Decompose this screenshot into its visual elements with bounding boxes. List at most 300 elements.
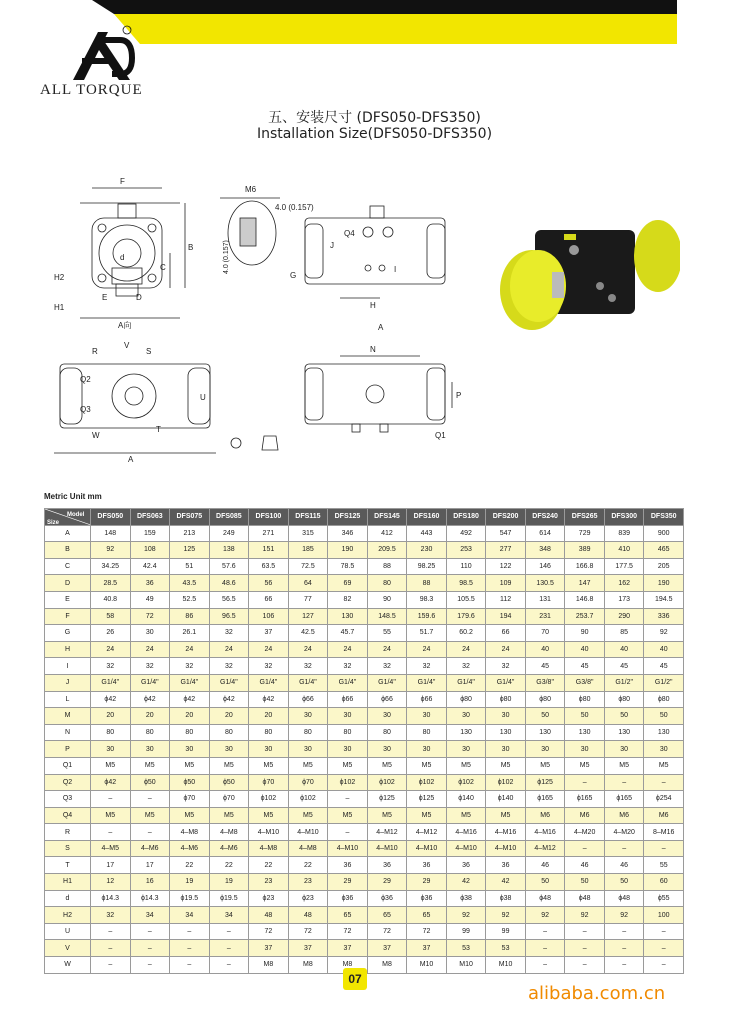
table-cell: 36 — [367, 857, 407, 874]
table-cell: – — [328, 791, 368, 808]
table-cell: 50 — [525, 874, 565, 891]
side-view — [80, 188, 185, 318]
table-cell: ϕ66 — [288, 691, 328, 708]
table-cell: 53 — [486, 940, 526, 957]
table-cell: 185 — [288, 542, 328, 559]
table-cell: 80 — [367, 575, 407, 592]
table-cell: 99 — [446, 923, 486, 940]
table-cell: 32 — [407, 658, 447, 675]
table-cell: – — [565, 940, 605, 957]
table-row — [45, 674, 684, 691]
table-cell: – — [604, 957, 644, 974]
label-w: W — [92, 431, 100, 440]
table-row — [45, 874, 684, 891]
table-cell: 4–M12 — [407, 824, 447, 841]
table-cell: 231 — [525, 608, 565, 625]
table-cell: 55 — [644, 857, 684, 874]
table-cell: ϕ66 — [367, 691, 407, 708]
table-cell: 96.5 — [209, 608, 249, 625]
table-cell: 20 — [249, 708, 289, 725]
table-cell: 4–M5 — [91, 840, 131, 857]
table-cell: 37 — [249, 940, 289, 957]
table-cell: 36 — [130, 575, 170, 592]
label-p: P — [456, 391, 462, 400]
table-cell: 30 — [130, 625, 170, 642]
table-cell: M10 — [486, 957, 526, 974]
header-model-dfs100: DFS100 — [249, 509, 289, 526]
table-cell: 30 — [525, 741, 565, 758]
label-q4: Q4 — [344, 229, 355, 238]
table-cell: 90 — [367, 591, 407, 608]
table-cell: M5 — [446, 757, 486, 774]
row-label: A — [45, 525, 91, 542]
table-cell: 30 — [328, 741, 368, 758]
header-model-dfs085: DFS085 — [209, 509, 249, 526]
label-u: U — [200, 393, 206, 402]
table-cell: – — [130, 957, 170, 974]
table-cell: ϕ165 — [525, 791, 565, 808]
technical-drawings — [40, 168, 680, 463]
table-cell: 106 — [249, 608, 289, 625]
table-cell: M5 — [91, 807, 131, 824]
header-model-dfs160: DFS160 — [407, 509, 447, 526]
table-cell: 839 — [604, 525, 644, 542]
table-cell: 30 — [644, 741, 684, 758]
table-cell: 130 — [604, 724, 644, 741]
table-cell: – — [170, 940, 210, 957]
table-cell: 148 — [91, 525, 131, 542]
header-model-dfs125: DFS125 — [328, 509, 368, 526]
table-cell: 20 — [209, 708, 249, 725]
table-cell: 130.5 — [525, 575, 565, 592]
table-cell: – — [604, 774, 644, 791]
table-cell: 98.3 — [407, 591, 447, 608]
table-cell: 131 — [525, 591, 565, 608]
table-cell: 72 — [367, 923, 407, 940]
table-cell: G1/4" — [130, 674, 170, 691]
row-label: I — [45, 658, 91, 675]
table-cell: M5 — [644, 757, 684, 774]
table-cell: 30 — [367, 708, 407, 725]
table-cell: 20 — [91, 708, 131, 725]
table-cell: – — [328, 824, 368, 841]
table-cell: 88 — [367, 558, 407, 575]
table-cell: 130 — [644, 724, 684, 741]
table-cell: 4–M6 — [170, 840, 210, 857]
table-cell: 50 — [604, 708, 644, 725]
unit-label: Metric Unit mm — [44, 492, 102, 501]
table-cell: ϕ165 — [565, 791, 605, 808]
table-cell: ϕ48 — [565, 890, 605, 907]
table-cell: 51.7 — [407, 625, 447, 642]
table-cell: 29 — [407, 874, 447, 891]
table-cell: 32 — [328, 658, 368, 675]
table-cell: 190 — [644, 575, 684, 592]
label-r: R — [92, 347, 98, 356]
table-cell: M5 — [249, 807, 289, 824]
table-cell: ϕ80 — [565, 691, 605, 708]
table-cell: 65 — [328, 907, 368, 924]
table-cell: M5 — [170, 807, 210, 824]
table-cell: 547 — [486, 525, 526, 542]
header-model-dfs180: DFS180 — [446, 509, 486, 526]
label-t: T — [156, 425, 161, 434]
table-cell: – — [91, 923, 131, 940]
table-row — [45, 857, 684, 874]
table-cell: – — [604, 923, 644, 940]
table-cell: 46 — [565, 857, 605, 874]
table-cell: M5 — [407, 757, 447, 774]
table-cell: 52.5 — [170, 591, 210, 608]
table-cell: M5 — [565, 757, 605, 774]
watermark: alibaba.com.cn — [528, 983, 666, 1004]
table-row — [45, 542, 684, 559]
table-cell: – — [525, 957, 565, 974]
table-cell: 277 — [486, 542, 526, 559]
table-cell: 100 — [644, 907, 684, 924]
table-cell: 80 — [367, 724, 407, 741]
table-cell: 130 — [486, 724, 526, 741]
table-cell: 315 — [288, 525, 328, 542]
table-cell: 900 — [644, 525, 684, 542]
table-cell: 32 — [91, 658, 131, 675]
table-cell: – — [130, 940, 170, 957]
table-row — [45, 907, 684, 924]
header-model-dfs075: DFS075 — [170, 509, 210, 526]
table-cell: ϕ50 — [170, 774, 210, 791]
table-cell: M6 — [644, 807, 684, 824]
table-cell: M8 — [249, 957, 289, 974]
table-cell: M6 — [525, 807, 565, 824]
table-cell: 92 — [644, 625, 684, 642]
table-row — [45, 824, 684, 841]
table-cell: 36 — [328, 857, 368, 874]
table-cell: 36 — [486, 857, 526, 874]
table-cell: – — [209, 940, 249, 957]
table-cell: 4–M10 — [367, 840, 407, 857]
actuator-image — [500, 220, 680, 330]
header-corner — [45, 509, 91, 526]
label-j: J — [330, 241, 334, 250]
table-cell: ϕ102 — [486, 774, 526, 791]
front-view — [305, 206, 445, 298]
table-cell: M5 — [328, 807, 368, 824]
label-d-small: d — [120, 253, 125, 262]
table-cell: 492 — [446, 525, 486, 542]
table-cell: M5 — [130, 757, 170, 774]
table-cell: 80 — [249, 724, 289, 741]
table-cell: ϕ102 — [249, 791, 289, 808]
table-cell: M5 — [486, 807, 526, 824]
table-cell: M5 — [209, 807, 249, 824]
title-chinese: 五、安装尺寸 (DFS050-DFS350) — [268, 110, 481, 126]
header-model-dfs265: DFS265 — [565, 509, 605, 526]
table-cell: 53 — [446, 940, 486, 957]
table-row — [45, 923, 684, 940]
table-cell: M5 — [288, 757, 328, 774]
table-cell: 92 — [525, 907, 565, 924]
table-cell: 30 — [486, 741, 526, 758]
table-cell: 147 — [565, 575, 605, 592]
table-cell: ϕ42 — [91, 774, 131, 791]
table-cell: G3/8" — [565, 674, 605, 691]
table-cell: 55 — [367, 625, 407, 642]
table-cell: ϕ125 — [525, 774, 565, 791]
table-cell: M5 — [249, 757, 289, 774]
table-cell: 30 — [446, 708, 486, 725]
row-label: F — [45, 608, 91, 625]
table-row — [45, 807, 684, 824]
table-cell: ϕ36 — [407, 890, 447, 907]
table-cell: ϕ80 — [525, 691, 565, 708]
table-cell: M6 — [565, 807, 605, 824]
table-cell: 290 — [604, 608, 644, 625]
table-cell: ϕ36 — [367, 890, 407, 907]
row-label: H2 — [45, 907, 91, 924]
table-cell: M5 — [446, 807, 486, 824]
row-label: M — [45, 708, 91, 725]
row-label: E — [45, 591, 91, 608]
table-cell: ϕ66 — [407, 691, 447, 708]
table-cell: G1/4" — [249, 674, 289, 691]
table-cell: M5 — [209, 757, 249, 774]
table-cell: 4–M8 — [249, 840, 289, 857]
table-cell: 166.8 — [565, 558, 605, 575]
table-cell: – — [565, 840, 605, 857]
label-n: N — [370, 345, 376, 354]
table-cell: 29 — [367, 874, 407, 891]
table-cell: 23 — [288, 874, 328, 891]
table-cell: 72 — [288, 923, 328, 940]
table-cell: 30 — [407, 708, 447, 725]
table-cell: 42 — [446, 874, 486, 891]
table-cell: – — [644, 774, 684, 791]
table-row — [45, 757, 684, 774]
table-cell: 4–M10 — [328, 840, 368, 857]
row-label: C — [45, 558, 91, 575]
table-cell: ϕ42 — [249, 691, 289, 708]
table-cell: 410 — [604, 542, 644, 559]
table-cell: 72 — [130, 608, 170, 625]
table-cell: 34.25 — [91, 558, 131, 575]
table-cell: 30 — [446, 741, 486, 758]
table-cell: – — [170, 957, 210, 974]
table-cell: – — [525, 940, 565, 957]
table-cell: G1/4" — [446, 674, 486, 691]
table-cell: 30 — [170, 741, 210, 758]
table-cell: 19 — [209, 874, 249, 891]
table-cell: 24 — [407, 641, 447, 658]
table-cell: 80 — [288, 724, 328, 741]
table-cell: 29 — [328, 874, 368, 891]
table-cell: 112 — [486, 591, 526, 608]
header-stripe — [92, 0, 677, 44]
table-cell: 37 — [367, 940, 407, 957]
table-cell: – — [91, 824, 131, 841]
table-cell: 72.5 — [288, 558, 328, 575]
table-cell: ϕ66 — [328, 691, 368, 708]
table-cell: – — [130, 923, 170, 940]
header-size: Size — [47, 520, 60, 525]
table-cell: 190 — [328, 542, 368, 559]
table-cell: M6 — [604, 807, 644, 824]
table-cell: 130 — [565, 724, 605, 741]
row-label: Q2 — [45, 774, 91, 791]
table-cell: 45 — [604, 658, 644, 675]
table-cell: 24 — [288, 641, 328, 658]
table-cell: 42.5 — [288, 625, 328, 642]
table-cell: 46 — [525, 857, 565, 874]
table-cell: – — [209, 957, 249, 974]
table-cell: 230 — [407, 542, 447, 559]
table-row — [45, 641, 684, 658]
header-model-dfs063: DFS063 — [130, 509, 170, 526]
table-row — [45, 940, 684, 957]
row-label: L — [45, 691, 91, 708]
table-cell: ϕ23 — [249, 890, 289, 907]
table-cell: 30 — [604, 741, 644, 758]
table-cell: ϕ125 — [367, 791, 407, 808]
table-cell: 30 — [91, 741, 131, 758]
table-cell: 17 — [130, 857, 170, 874]
table-cell: 22 — [170, 857, 210, 874]
table-cell: 80 — [407, 724, 447, 741]
table-cell: 24 — [486, 641, 526, 658]
row-label: Q4 — [45, 807, 91, 824]
table-cell: G1/4" — [91, 674, 131, 691]
table-cell: 50 — [604, 874, 644, 891]
table-cell: 50 — [565, 708, 605, 725]
label-f: F — [120, 177, 125, 186]
label-b: B — [188, 243, 194, 252]
table-cell: 58 — [91, 608, 131, 625]
table-cell: 108 — [130, 542, 170, 559]
row-label: H1 — [45, 874, 91, 891]
table-cell: 45 — [644, 658, 684, 675]
table-cell: ϕ42 — [170, 691, 210, 708]
table-cell: 37 — [407, 940, 447, 957]
table-cell: – — [130, 791, 170, 808]
table-cell: 105.5 — [446, 591, 486, 608]
table-cell: 23 — [249, 874, 289, 891]
table-cell: 271 — [249, 525, 289, 542]
row-label: J — [45, 674, 91, 691]
label-s: S — [146, 347, 152, 356]
table-cell: 45 — [525, 658, 565, 675]
table-cell: 194.5 — [644, 591, 684, 608]
table-cell: 336 — [644, 608, 684, 625]
table-cell: 30 — [288, 741, 328, 758]
row-label: V — [45, 940, 91, 957]
page-number: 07 — [343, 968, 367, 990]
row-label: Q3 — [45, 791, 91, 808]
table-cell: 146.8 — [565, 591, 605, 608]
table-cell: 36 — [446, 857, 486, 874]
label-a-arrow: A — [378, 323, 384, 332]
table-cell: M5 — [288, 807, 328, 824]
table-cell: 22 — [249, 857, 289, 874]
table-row — [45, 658, 684, 675]
table-cell: ϕ80 — [644, 691, 684, 708]
label-m6: M6 — [245, 185, 257, 194]
table-cell: 45 — [565, 658, 605, 675]
table-cell: 151 — [249, 542, 289, 559]
table-cell: ϕ102 — [288, 791, 328, 808]
table-cell: – — [130, 824, 170, 841]
table-cell: G1/4" — [209, 674, 249, 691]
table-cell: 80 — [209, 724, 249, 741]
table-cell: 4–M10 — [249, 824, 289, 841]
table-cell: 125 — [170, 542, 210, 559]
table-cell: 36 — [407, 857, 447, 874]
label-dim2: 4.0 (0.157) — [223, 240, 230, 274]
table-cell: 64 — [288, 575, 328, 592]
row-label: R — [45, 824, 91, 841]
table-cell: 4–M8 — [170, 824, 210, 841]
table-cell: 34 — [209, 907, 249, 924]
table-cell: 66 — [249, 591, 289, 608]
table-cell: 20 — [170, 708, 210, 725]
table-cell: ϕ50 — [209, 774, 249, 791]
table-cell: G3/8" — [525, 674, 565, 691]
table-cell: ϕ70 — [288, 774, 328, 791]
table-cell: G1/4" — [288, 674, 328, 691]
table-cell: 88 — [407, 575, 447, 592]
table-cell: 4–M8 — [288, 840, 328, 857]
table-cell: ϕ14.3 — [130, 890, 170, 907]
table-cell: 40 — [565, 641, 605, 658]
table-cell: 4–M16 — [486, 824, 526, 841]
table-cell: 26.1 — [170, 625, 210, 642]
table-cell: 69 — [328, 575, 368, 592]
table-cell: 32 — [288, 658, 328, 675]
table-cell: 85 — [604, 625, 644, 642]
table-row — [45, 774, 684, 791]
table-cell: M5 — [130, 807, 170, 824]
table-cell: 60 — [644, 874, 684, 891]
label-v: V — [124, 341, 130, 350]
row-label: U — [45, 923, 91, 940]
table-cell: 465 — [644, 542, 684, 559]
table-cell: 32 — [486, 658, 526, 675]
table-cell: 22 — [288, 857, 328, 874]
header-model: Model — [67, 512, 85, 518]
label-q3: Q3 — [80, 405, 91, 414]
header-model-dfs240: DFS240 — [525, 509, 565, 526]
label-e: E — [102, 293, 108, 302]
table-cell: 130 — [525, 724, 565, 741]
dimension-table — [44, 508, 684, 974]
header-model-dfs145: DFS145 — [367, 509, 407, 526]
table-cell: 24 — [249, 641, 289, 658]
table-cell: 109 — [486, 575, 526, 592]
table-cell: ϕ48 — [604, 890, 644, 907]
table-cell: 213 — [170, 525, 210, 542]
table-cell: 40.8 — [91, 591, 131, 608]
table-cell: 37 — [328, 940, 368, 957]
table-cell: 205 — [644, 558, 684, 575]
row-label: Q1 — [45, 757, 91, 774]
table-cell: – — [525, 923, 565, 940]
table-cell: 4–M10 — [446, 840, 486, 857]
table-cell: 32 — [367, 658, 407, 675]
header-model-dfs115: DFS115 — [288, 509, 328, 526]
table-cell: 43.5 — [170, 575, 210, 592]
table-cell: 130 — [328, 608, 368, 625]
table-cell: 4–M10 — [288, 824, 328, 841]
row-label: T — [45, 857, 91, 874]
row-label: S — [45, 840, 91, 857]
